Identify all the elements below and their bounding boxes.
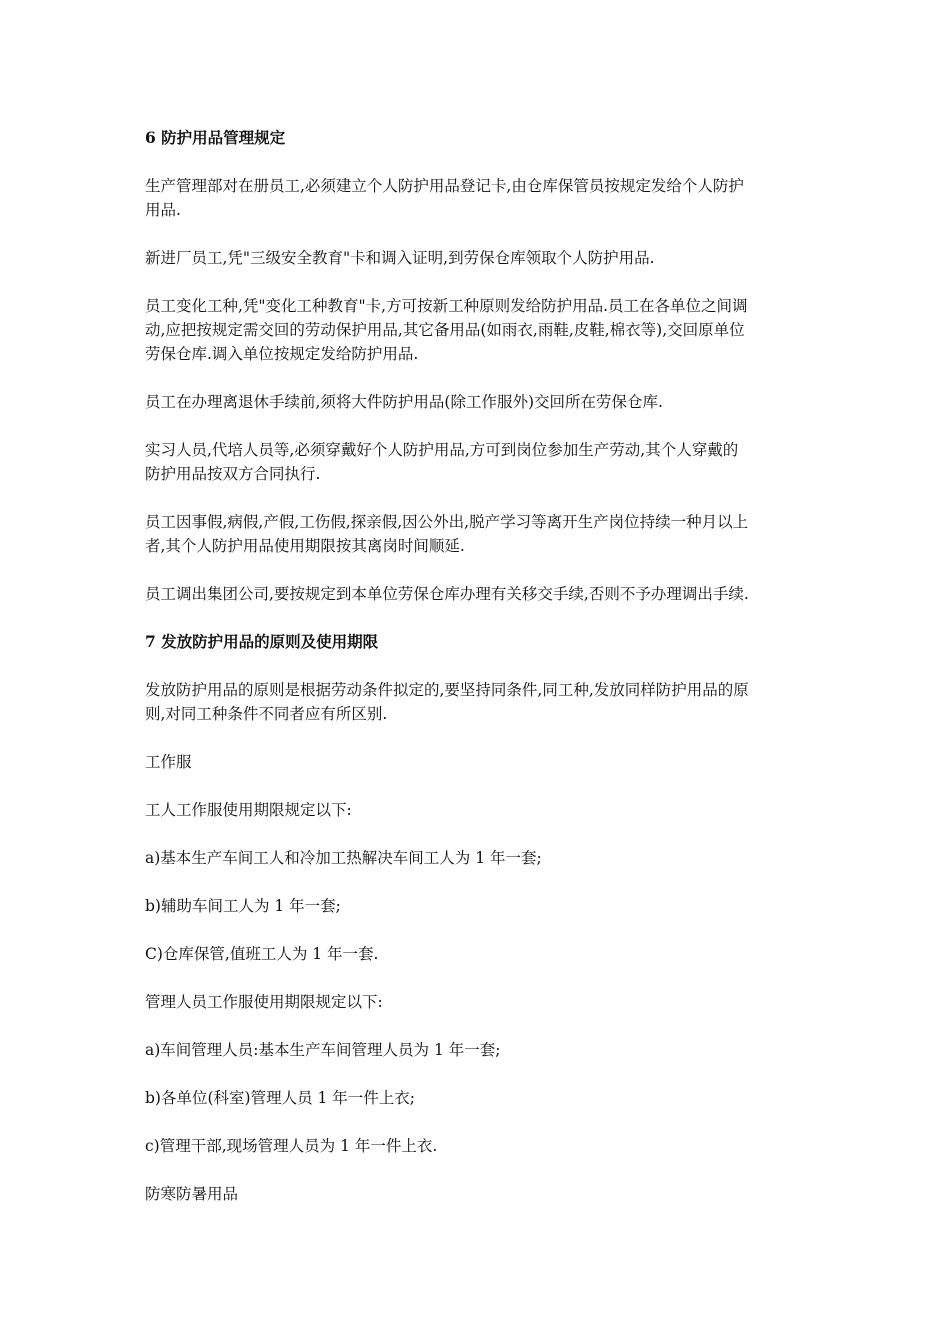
paragraph-line: 劳保仓库.调入单位按规定发给防护用品. bbox=[145, 345, 419, 363]
paragraph-line: 用品. bbox=[145, 201, 181, 219]
paragraph-line: 动,应把按规定需交回的劳动保护用品,其它备用品(如雨衣,雨鞋,皮鞋,棉衣等),交回原单位 bbox=[145, 321, 745, 339]
paragraph-line: 发放防护用品的原则是根据劳动条件拟定的,要坚持同条件,同工种,发放同样防护用品的原 bbox=[145, 681, 749, 699]
section-heading: 6 防护用品管理规定 bbox=[145, 128, 286, 147]
paragraph-line: 则,对同工种条件不同者应有所区别. bbox=[145, 705, 388, 723]
paragraph-line: 员工在办理离退休手续前,须将大件防护用品(除工作服外)交回所在劳保仓库. bbox=[145, 393, 663, 411]
list-item: b)各单位(科室)管理人员 1 年一件上衣; bbox=[145, 1089, 416, 1107]
paragraph-line: 实习人员,代培人员等,必须穿戴好个人防护用品,方可到岗位参加生产劳动,其个人穿戴的 bbox=[145, 441, 739, 459]
list-item: a)车间管理人员:基本生产车间管理人员为 1 年一套; bbox=[145, 1041, 501, 1059]
paragraph-line: 工作服 bbox=[145, 753, 192, 771]
paragraph-line: 者,其个人防护用品使用期限按其离岗时间顺延. bbox=[145, 537, 465, 555]
list-item: c)管理干部,现场管理人员为 1 年一件上衣. bbox=[145, 1137, 438, 1155]
list-item: a)基本生产车间工人和冷加工热解决车间工人为 1 年一套; bbox=[145, 849, 542, 867]
section-heading: 7 发放防护用品的原则及使用期限 bbox=[145, 632, 379, 651]
paragraph-line: 员工因事假,病假,产假,工伤假,探亲假,因公外出,脱产学习等离开生产岗位持续一种月以上 bbox=[145, 513, 749, 531]
list-item: C)仓库保管,值班工人为 1 年一套. bbox=[145, 945, 379, 963]
paragraph-line: 新进厂员工,凭"三级安全教育"卡和调入证明,到劳保仓库领取个人防护用品. bbox=[145, 249, 655, 267]
paragraph-line: 员工变化工种,凭"变化工种教育"卡,方可按新工种原则发给防护用品.员工在各单位之间调 bbox=[145, 297, 748, 315]
paragraph-line: 员工调出集团公司,要按规定到本单位劳保仓库办理有关移交手续,否则不予办理调出手续. bbox=[145, 585, 749, 603]
paragraph-line: 生产管理部对在册员工,必须建立个人防护用品登记卡,由仓库保管员按规定发给个人防护 bbox=[145, 177, 744, 195]
paragraph-line: 管理人员工作服使用期限规定以下: bbox=[145, 993, 383, 1011]
list-item: b)辅助车间工人为 1 年一套; bbox=[145, 897, 341, 915]
paragraph-line: 防护用品按双方合同执行. bbox=[145, 465, 321, 483]
paragraph-line: 工人工作服使用期限规定以下: bbox=[145, 801, 352, 819]
paragraph-line: 防寒防暑用品 bbox=[145, 1185, 239, 1203]
